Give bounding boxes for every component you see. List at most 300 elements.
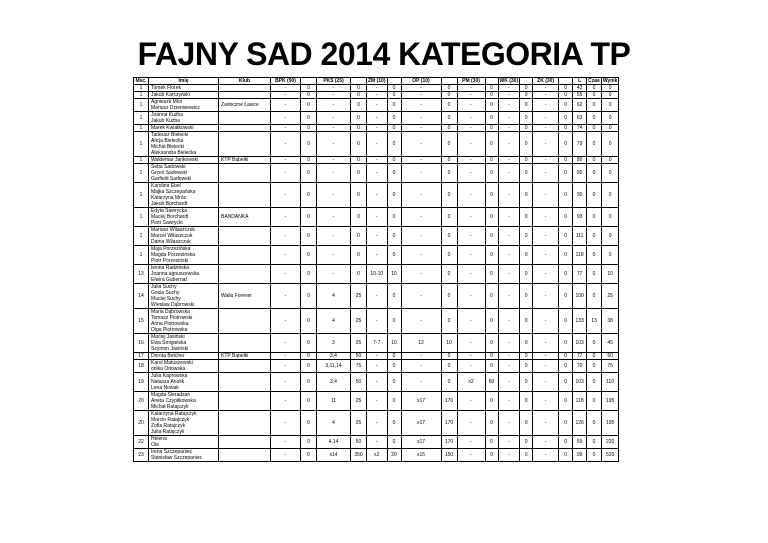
score-cell: 70 [573,360,587,373]
score-cell: 11 [317,392,351,411]
score-cell: 170 [441,392,457,411]
score-cell: 0 [301,353,317,360]
score-cell: - [457,208,485,227]
score-cell: 0 [301,183,317,208]
score-cell: 0 [441,246,457,265]
score-cell: 4 [317,309,351,334]
names-cell [149,227,219,246]
score-cell: 0 [520,353,533,360]
score-cell: 0 [301,157,317,164]
participant-name: Mariusz Wilaszczuk [151,227,195,233]
score-cell: 0 [485,246,498,265]
score-cell: - [457,309,485,334]
score-cell: - [367,246,388,265]
names-cell [149,449,219,462]
score-cell: - [457,99,485,112]
club-cell [219,373,271,392]
score-cell: 0 [520,284,533,309]
place-cell: 1 [134,208,149,227]
table-row [134,227,619,246]
score-cell: 170 [441,436,457,449]
place-cell: 19 [134,373,149,392]
score-cell: 0 [520,265,533,284]
score-cell: 20 [387,449,401,462]
place-cell: 15 [134,309,149,334]
score-cell: 3,4 [317,353,351,360]
score-cell: 0 [601,157,619,164]
score-cell: - [457,334,485,353]
score-cell: 0 [485,411,498,436]
score-cell: 0 [559,411,573,436]
club-cell [219,265,271,284]
score-cell: 0 [485,157,498,164]
score-cell: 43 [573,85,587,92]
score-cell: - [498,360,520,373]
score-cell: 195 [601,392,619,411]
score-cell: 103 [573,373,587,392]
table-row [134,353,619,360]
score-cell: 50 [351,353,367,360]
score-cell: 25 [351,334,367,353]
score-cell: - [367,132,388,157]
score-cell: - [401,360,441,373]
names-cell [149,208,219,227]
score-cell: x17 [401,436,441,449]
score-cell: 0 [387,157,401,164]
score-cell: - [271,436,301,449]
score-cell: - [271,392,301,411]
score-cell: - [498,246,520,265]
score-cell: 0 [441,164,457,183]
score-cell: 100 [573,284,587,309]
score-cell: - [498,164,520,183]
score-cell: - [401,99,441,112]
club-cell [219,112,271,125]
score-cell: 0 [520,436,533,449]
score-cell: 118 [573,246,587,265]
score-cell: - [367,309,388,334]
score-cell: 0 [387,92,401,99]
score-cell: 0 [559,132,573,157]
place-cell: 14 [134,284,149,309]
column-header: Czas [588,78,600,84]
score-cell: - [533,392,559,411]
score-cell: 25 [351,411,367,436]
score-cell: 0 [301,309,317,334]
column-header: PKS (25) [317,78,351,85]
participant-name: onika Orłowska [151,366,186,372]
score-cell: 0 [559,125,573,132]
score-cell: 77 [573,265,587,284]
score-cell: - [498,353,520,360]
score-cell: - [498,112,520,125]
score-cell: - [457,164,485,183]
score-cell: - [533,85,559,92]
score-cell: 0 [387,284,401,309]
score-cell: 75 [601,360,619,373]
score-cell: 195 [601,411,619,436]
participant-name: Alicja Bielecka [151,138,184,144]
place-cell: 1 [134,112,149,125]
participant-name: Tomek Florek [151,85,182,91]
score-cell: 0 [441,227,457,246]
column-header: ZM (10) [368,78,386,84]
score-cell: 0 [520,125,533,132]
score-cell: 0 [301,392,317,411]
score-cell: 0 [301,411,317,436]
place-cell: 22 [134,436,149,449]
table-row [134,436,619,449]
score-cell: - [401,92,441,99]
column-header: Msc. [135,78,147,84]
score-cell: 0 [601,246,619,265]
participant-name: Maciej Suchy [151,296,181,302]
score-cell: 0 [559,309,573,334]
score-cell: 0 [587,164,602,183]
score-cell: 4 [317,284,351,309]
score-cell: 103 [573,334,587,353]
score-cell: - [367,112,388,125]
participant-name: Anna Piotrowska [151,321,189,327]
place-cell: 16 [134,334,149,353]
club-cell: KTP Bąbelki [219,353,271,360]
score-cell: 0 [485,132,498,157]
score-cell: 133 [573,309,587,334]
score-cell: 0 [520,449,533,462]
column-header: Imię [149,78,219,85]
names-cell [149,125,219,132]
score-cell: - [271,125,301,132]
score-cell: 0 [387,183,401,208]
score-cell: 0 [587,112,602,125]
score-cell: 0 [559,112,573,125]
place-cell: 20 [134,411,149,436]
names-cell [149,99,219,112]
participant-name: Dorota Betcher [151,353,185,359]
score-cell: 0 [351,246,367,265]
participant-name: Szymon Jasiński [151,346,189,352]
score-cell: 0 [520,227,533,246]
score-cell: - [271,246,301,265]
club-cell [219,246,271,265]
score-cell: 0 [520,157,533,164]
score-cell: 0 [387,392,401,411]
score-cell: 4,14 [317,436,351,449]
score-cell: 0 [587,411,602,436]
score-cell: 80 [573,157,587,164]
score-cell: 50 [601,353,619,360]
place-cell: 18 [134,360,149,373]
score-cell: - [401,157,441,164]
score-cell: - [367,157,388,164]
score-cell: - [533,157,559,164]
score-cell: - [533,265,559,284]
score-cell: 0 [351,99,367,112]
score-cell: - [498,125,520,132]
table-row [134,92,619,99]
score-cell: 170 [441,411,457,436]
column-header: OP (10) [401,78,441,85]
score-cell: 0 [301,99,317,112]
score-cell: 0 [601,183,619,208]
score-cell: 50 [351,373,367,392]
score-cell: - [401,132,441,157]
score-cell: 0 [559,92,573,99]
score-cell: 45 [601,334,619,353]
score-cell: - [271,85,301,92]
score-cell: 0 [601,227,619,246]
score-cell: 0 [441,373,457,392]
place-cell: 23 [134,449,149,462]
score-cell: - [367,353,388,360]
score-cell: 0 [441,92,457,99]
score-cell: 0 [587,265,602,284]
score-cell: 0 [387,246,401,265]
score-cell: 10 [601,265,619,284]
score-cell: 0 [559,246,573,265]
score-cell: - [498,373,520,392]
score-cell: - [271,164,301,183]
score-cell: - [457,183,485,208]
score-cell: 0 [559,99,573,112]
score-cell: 0 [485,353,498,360]
score-cell: - [367,436,388,449]
column-header: L [573,78,587,85]
participant-name: Michał Ratajczyk [151,404,189,410]
table-row [134,334,619,353]
score-cell: 0 [387,360,401,373]
score-cell: 0 [587,373,602,392]
score-cell: - [533,373,559,392]
participant-name: Garfield Sadowski [151,176,192,182]
score-cell: 0 [559,373,573,392]
score-cell: 50 [351,436,367,449]
score-cell: 0 [587,227,602,246]
score-cell: - [271,99,301,112]
score-cell: - [367,208,388,227]
participant-name: Aleksandra Bielecka [151,150,197,156]
score-cell: - [533,353,559,360]
score-cell: 0 [387,227,401,246]
participant-name: Jakub Borchardt [151,201,188,207]
score-cell: 0 [485,309,498,334]
score-cell: - [498,284,520,309]
score-cell: 10-10 [367,265,388,284]
score-cell: - [317,112,351,125]
names-cell [149,183,219,208]
club-cell [219,164,271,183]
score-cell: - [317,227,351,246]
score-cell: - [533,164,559,183]
score-cell: - [498,334,520,353]
participant-name: Wiesław Dąbrowski [151,302,195,308]
score-cell: 0 [520,112,533,125]
score-cell: - [498,449,520,462]
club-cell: KTP Bąbelki [219,157,271,164]
score-cell: 10 [387,265,401,284]
score-cell: x2 [367,449,388,462]
club-cell [219,92,271,99]
column-header [351,78,367,85]
score-cell: 0 [301,112,317,125]
score-cell: 62 [573,99,587,112]
score-cell: - [533,309,559,334]
names-cell [149,309,219,334]
score-cell: 0 [351,157,367,164]
score-cell: - [498,411,520,436]
score-cell: 0 [520,360,533,373]
names-cell [149,246,219,265]
score-cell: 75 [351,360,367,373]
table-row [134,309,619,334]
score-cell: - [498,183,520,208]
participant-name: Maciej Borchardt [151,214,189,220]
score-cell: 0 [301,132,317,157]
score-cell: 0 [587,125,602,132]
score-cell: - [498,265,520,284]
names-cell [149,392,219,411]
names-cell [149,284,219,309]
header-row [134,78,619,85]
score-cell: - [401,164,441,183]
column-header [559,78,573,85]
club-cell [219,449,271,462]
score-cell: 0 [559,157,573,164]
score-cell: 0 [387,99,401,112]
page-title: FAJNY SAD 2014 KATEGORIA TP [137,36,631,72]
score-cell: 0 [441,99,457,112]
score-cell: 0 [601,132,619,157]
score-cell: 0 [351,227,367,246]
column-header [520,78,533,85]
score-cell: - [401,265,441,284]
score-cell: 0 [601,85,619,92]
score-cell: 0 [520,183,533,208]
score-cell: 0 [559,360,573,373]
score-cell: 0 [301,284,317,309]
score-cell: 0 [301,449,317,462]
score-cell: 0 [587,208,602,227]
score-cell: - [533,284,559,309]
score-cell: 0 [587,449,602,462]
score-cell: - [271,411,301,436]
club-cell [219,392,271,411]
score-cell: 77 [573,353,587,360]
column-header: PM (30) [457,78,485,85]
names-cell [149,373,219,392]
score-cell: 0 [587,85,602,92]
names-cell [149,436,219,449]
participant-name: Katarzyna Ratajczyk [151,411,197,417]
score-cell: 0 [301,334,317,353]
score-cell: 0 [441,353,457,360]
score-cell: 0 [587,157,602,164]
score-cell: - [367,164,388,183]
score-cell: - [457,132,485,157]
score-cell: 0 [301,125,317,132]
score-cell: - [498,309,520,334]
score-cell: 0 [301,164,317,183]
score-cell: - [498,157,520,164]
score-cell: 0 [601,125,619,132]
score-cell: 0 [559,284,573,309]
score-cell: - [271,309,301,334]
score-cell: 0 [441,132,457,157]
score-cell: 0 [351,208,367,227]
table-row [134,99,619,112]
score-cell: - [533,360,559,373]
score-cell: 0 [301,436,317,449]
score-cell: - [317,183,351,208]
club-cell [219,85,271,92]
score-cell: 0 [485,125,498,132]
participant-name: Agnieszk Mior [151,99,183,105]
score-cell: 0 [351,125,367,132]
score-cell: 0 [559,265,573,284]
score-cell: 0 [485,92,498,99]
participant-name: Magda Porzezińska [151,252,195,258]
score-cell: - [367,125,388,132]
participant-name: Joanna agnuszewska [151,271,200,277]
score-cell: 350 [351,449,367,462]
names-cell [149,164,219,183]
club-cell [219,183,271,208]
score-cell: 3,4 [317,373,351,392]
participant-name: Grześ Sadowski [151,170,188,176]
participant-name: Piotr Porzeziński [151,258,189,264]
score-cell: - [533,246,559,265]
score-cell: 0 [301,265,317,284]
score-cell: 0 [485,99,498,112]
score-cell: 0 [520,208,533,227]
score-cell: 0 [387,85,401,92]
table-row [134,246,619,265]
score-cell: 0 [485,334,498,353]
participant-name: Marek Kwiatkowski [151,125,194,131]
participant-name: Ewa Śmigielska [151,340,187,346]
score-cell: x17 [401,411,441,436]
score-cell: - [271,112,301,125]
score-cell: 0 [485,85,498,92]
place-cell: 1 [134,183,149,208]
participant-name: Edyta Sawrycka [151,208,187,214]
participant-name: Mariusz Dzienisiewicz [151,105,200,111]
table-row [134,392,619,411]
column-header: Wynik [602,78,618,84]
table-row [134,132,619,157]
score-cell: 0 [387,353,401,360]
score-cell: - [457,125,485,132]
participant-name: Katarzyna Mróz [151,195,187,201]
score-cell: 0 [387,436,401,449]
score-cell: - [498,392,520,411]
names-cell [149,85,219,92]
score-cell: 0 [520,164,533,183]
score-cell: 0 [351,183,367,208]
score-cell: 0 [587,392,602,411]
club-cell [219,125,271,132]
score-cell: 0 [559,436,573,449]
participant-name: Waldemar Jankowski [151,157,199,163]
participant-name: Stanisław Szczepaniec [151,455,203,461]
names-cell [149,265,219,284]
score-cell: 0 [520,411,533,436]
score-cell: 0 [587,360,602,373]
participant-name: Julia Ratajczyk [151,429,185,435]
score-cell: 63 [573,112,587,125]
column-header: ZK (30) [533,78,559,85]
score-cell: 0 [587,92,602,99]
